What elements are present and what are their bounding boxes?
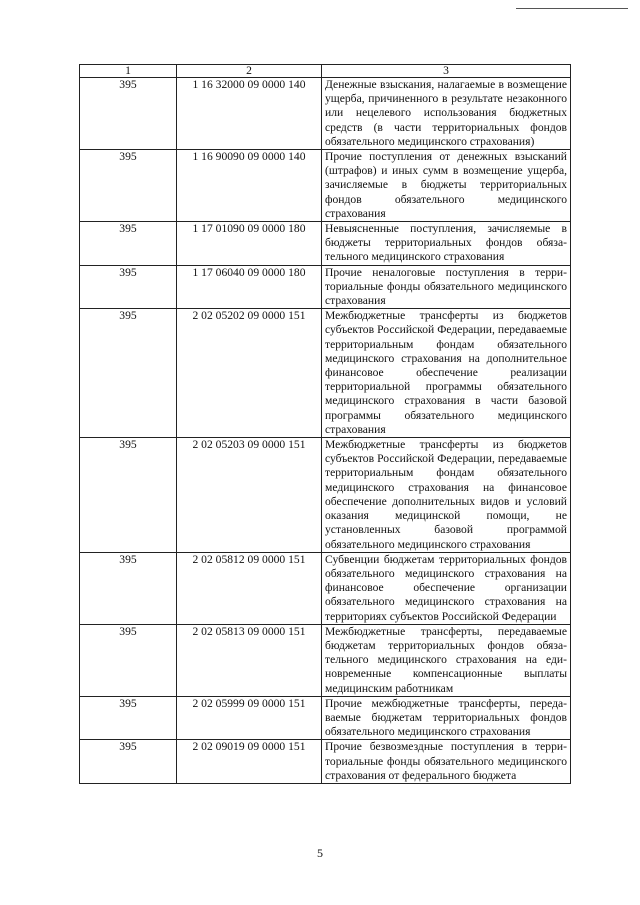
- kbk-code-cell: 2 02 05999 09 0000 151: [177, 696, 322, 740]
- kbk-code-cell: 2 02 05203 09 0000 151: [177, 438, 322, 553]
- description-cell: Прочие неналоговые поступления в территориальные фонды обязательного медицинского страхования: [322, 265, 571, 309]
- admin-code-cell: 395: [80, 696, 177, 740]
- table-row: [80, 552, 571, 624]
- description-cell: Прочие поступления от денежных взысканий (штрафов) и иных сумм в возмещение ущерба, зачисляемые в бюджеты территориальных фондов обязательного медицинского страхования: [322, 150, 571, 222]
- page-number: 5: [317, 846, 323, 860]
- table-row: [80, 624, 571, 696]
- kbk-code-cell: 2 02 05812 09 0000 151: [177, 552, 322, 624]
- description-cell: Прочие межбюджетные трансферты, передаваемые бюджетам территориальных фондов обязательного медицинского страхования: [322, 696, 571, 740]
- admin-code-cell: 395: [80, 309, 177, 438]
- table-header-row: [80, 65, 571, 78]
- admin-code-cell: 395: [80, 740, 177, 784]
- description-cell: Межбюджетные трансферты из бюджетов субъектов Российской Федерации, передаваемые территориальным фондам обязательного медицинского страхования на финансовое обеспечение дополнительных видов и условий оказания медицинской помощи, не установленных базовой программой обязательного медицинского страхования: [322, 438, 571, 553]
- admin-code-cell: 395: [80, 78, 177, 150]
- admin-code-cell: 395: [80, 150, 177, 222]
- kbk-code-cell: 2 02 09019 09 0000 151: [177, 740, 322, 784]
- kbk-code-cell: 1 16 90090 09 0000 140: [177, 150, 322, 222]
- admin-code-cell: 395: [80, 222, 177, 266]
- top-right-rule: [516, 8, 628, 9]
- table-row: [80, 265, 571, 309]
- column-header-3: 3: [322, 65, 571, 78]
- admin-code-cell: 395: [80, 624, 177, 696]
- kbk-code-cell: 1 17 01090 09 0000 180: [177, 222, 322, 266]
- admin-code-cell: 395: [80, 552, 177, 624]
- table-row: [80, 438, 571, 553]
- description-cell: Субвенции бюджетам территориальных фондов обязательного медицинского страхования на финансовое обеспечение организации обязательного медицинского страхования на территориях субъектов Российской Федерации: [322, 552, 571, 624]
- table-row: [80, 150, 571, 222]
- kbk-code-cell: 2 02 05813 09 0000 151: [177, 624, 322, 696]
- kbk-code-cell: 2 02 05202 09 0000 151: [177, 309, 322, 438]
- admin-code-cell: 395: [80, 265, 177, 309]
- kbk-code-cell: 1 17 06040 09 0000 180: [177, 265, 322, 309]
- table-row: [80, 78, 571, 150]
- table-row: [80, 740, 571, 784]
- description-cell: Прочие безвозмездные поступления в территориальные фонды обязательного медицинского страхования от федерального бюджета: [322, 740, 571, 784]
- budget-classification-table: [79, 64, 571, 784]
- description-cell: Межбюджетные трансферты, передаваемые бюджетам территориальных фондов обязательного медицинского страхования на единовременные компенсационные выплаты медицинским работникам: [322, 624, 571, 696]
- description-cell: Невыясненные поступления, зачисляемые в бюджеты территориальных фондов обязательного медицинского страхования: [322, 222, 571, 266]
- table-row: [80, 696, 571, 740]
- kbk-code-cell: 1 16 32000 09 0000 140: [177, 78, 322, 150]
- column-header-2: 2: [177, 65, 322, 78]
- description-cell: Межбюджетные трансферты из бюджетов субъектов Российской Федерации, передаваемые территориальным фондам обязательного медицинского страхования на дополнительное финансовое обеспечение реализации территориальной программы обязательного медицинского страхования в части базовой программы обязательного медицинского страхования: [322, 309, 571, 438]
- description-cell: Денежные взыскания, налагаемые в возмещение ущерба, причиненного в результате незаконного или нецелевого использования бюджетных средств (в части территориальных фондов обязательного медицинского страхования): [322, 78, 571, 150]
- table-row: [80, 222, 571, 266]
- column-header-1: 1: [80, 65, 177, 78]
- table-row: [80, 309, 571, 438]
- admin-code-cell: 395: [80, 438, 177, 553]
